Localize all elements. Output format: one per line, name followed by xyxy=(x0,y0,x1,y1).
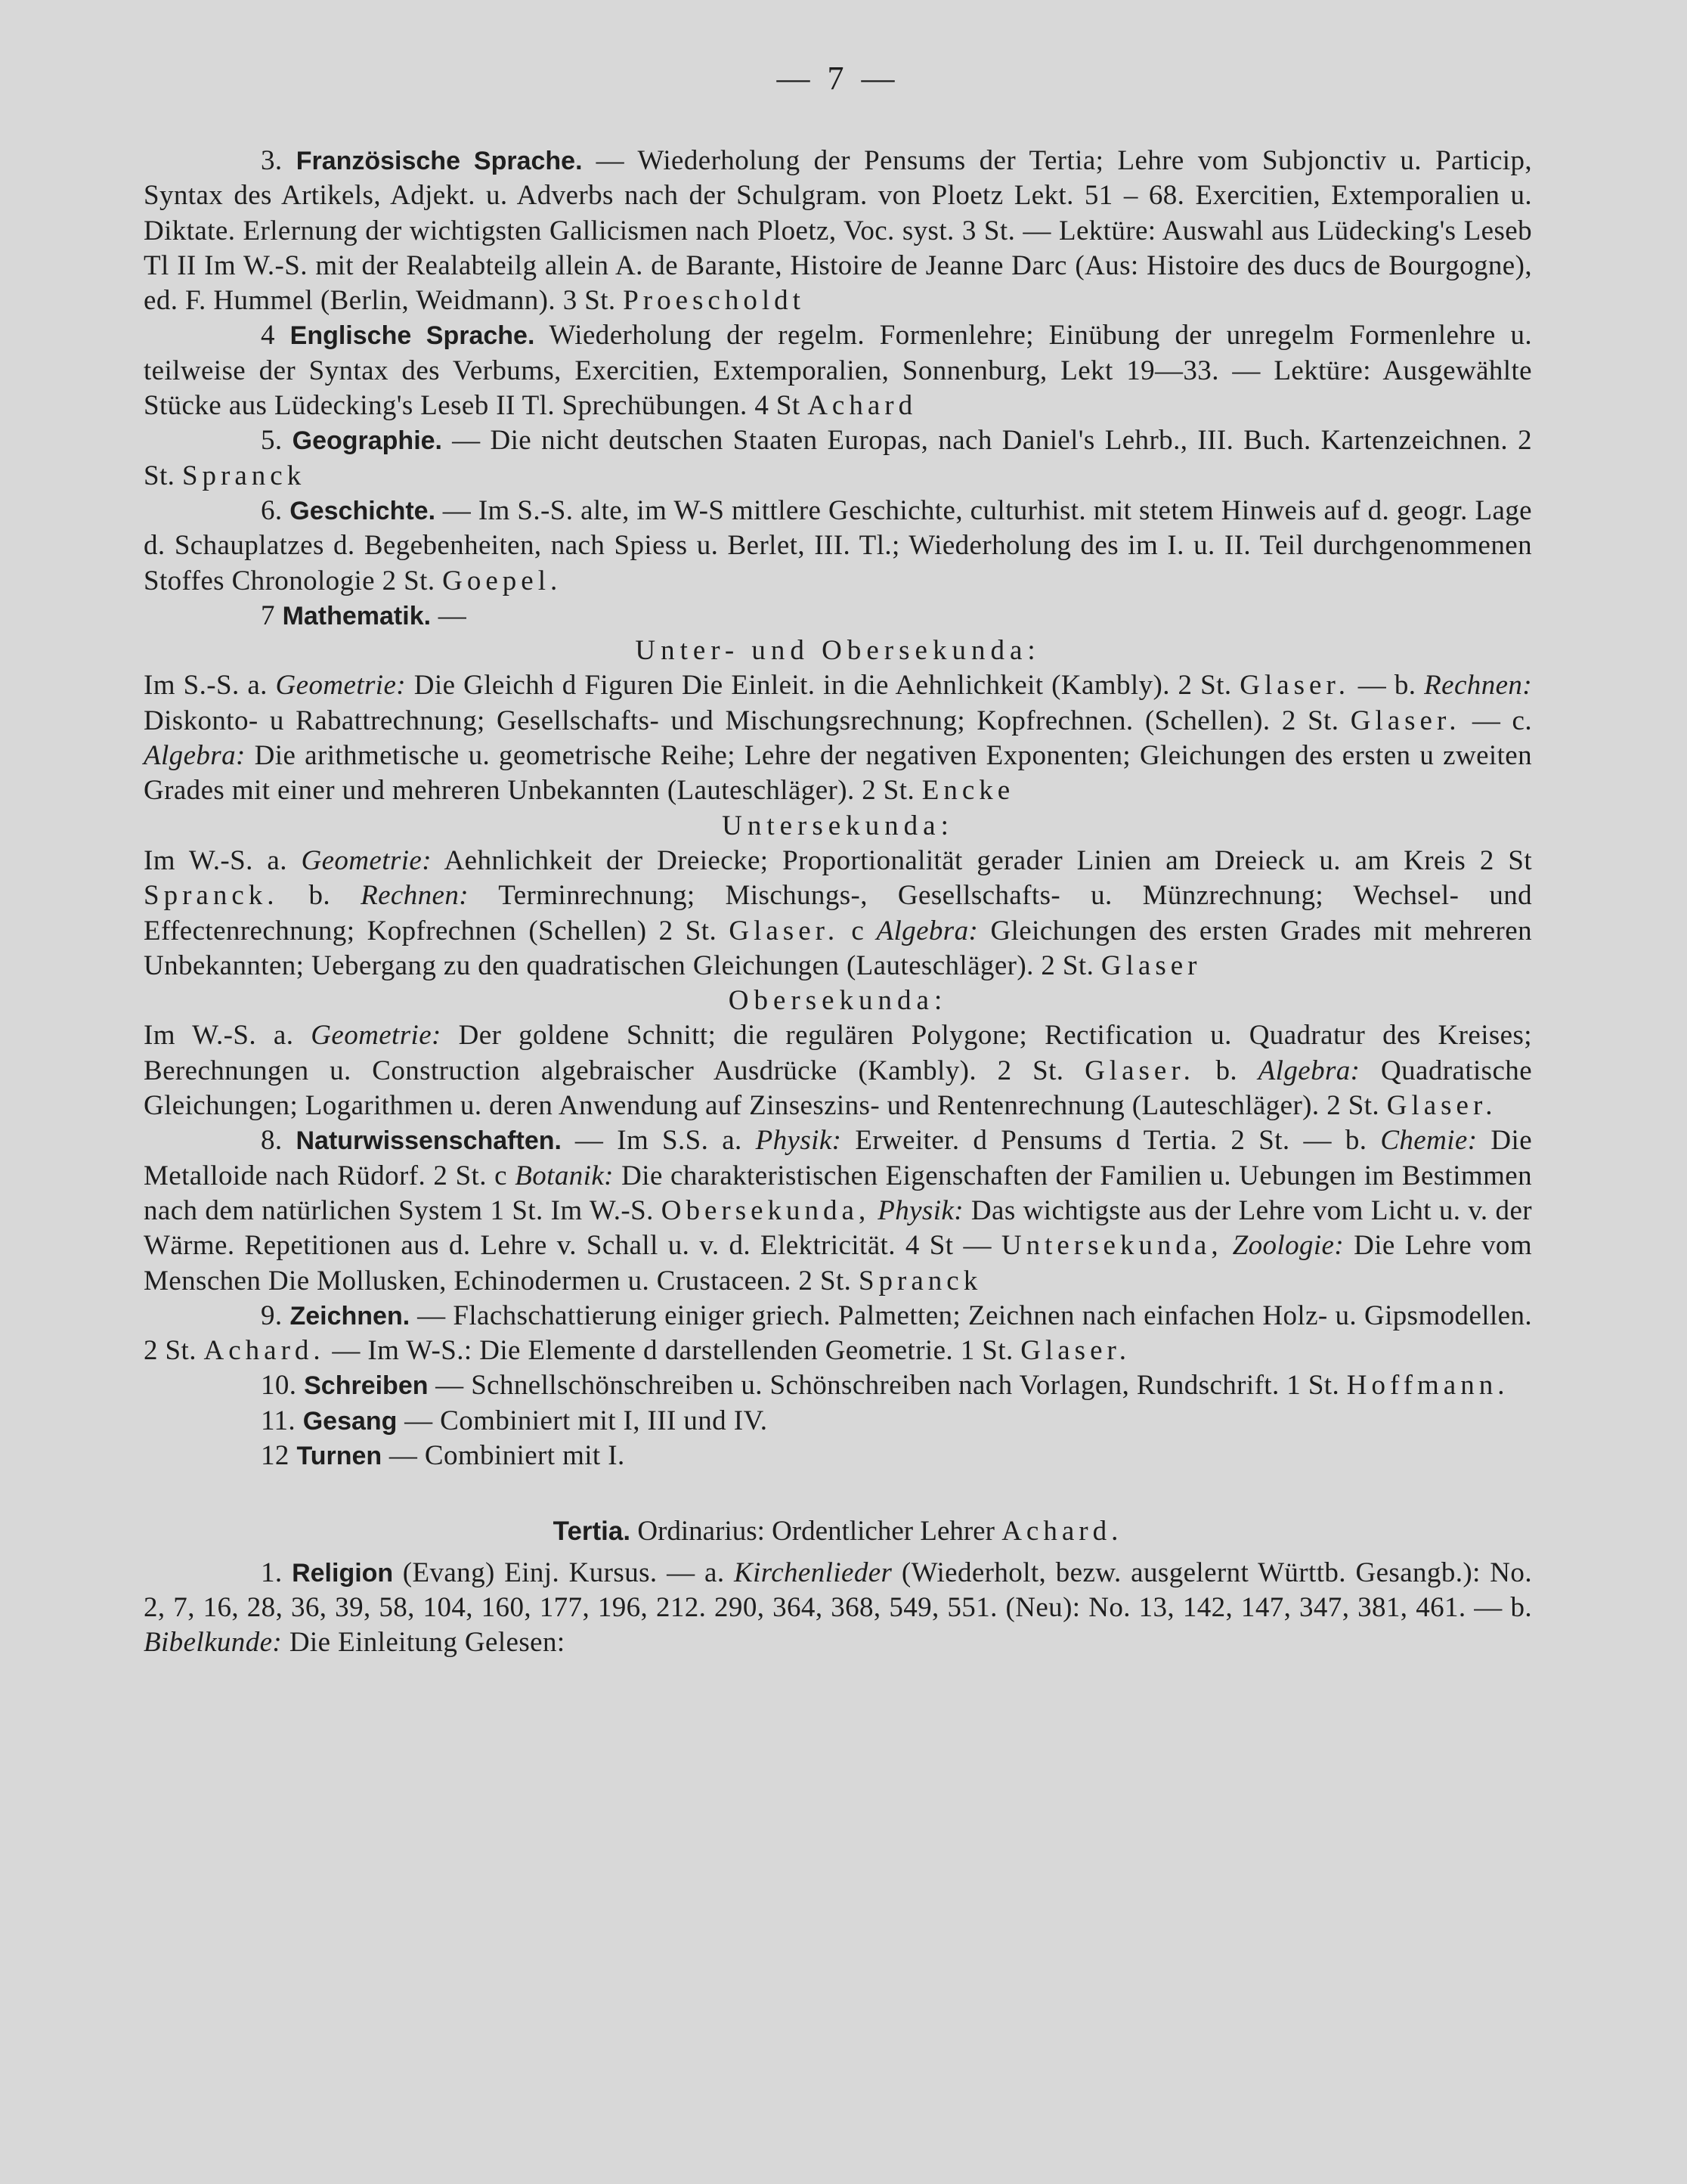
text-run: c xyxy=(851,915,865,946)
text-run: Diskonto- u Rabattrechnung; Gesellschafts- und Mischungsrechnung; Kopfrechnen. (Schellen). 2 St. xyxy=(144,705,1339,736)
class-name: Obersekunda, xyxy=(661,1194,871,1226)
topic-label: Geometrie: xyxy=(301,844,432,876)
section-title: Geschichte. xyxy=(289,496,436,525)
section-number: 4 xyxy=(261,320,275,352)
section-title: Mathematik. xyxy=(282,601,432,630)
text-run: Im S.-S. a. xyxy=(144,670,268,702)
section-text: — Combiniert mit I, III und IV. xyxy=(404,1405,768,1436)
teacher-name: Goepel. xyxy=(442,565,562,596)
topic-label: Algebra: xyxy=(876,915,979,946)
subheading-untersekunda: Untersekunda: xyxy=(722,810,954,841)
section-number: 8. xyxy=(261,1125,283,1157)
section-number: 3. xyxy=(261,145,283,176)
subheading-unter-obersekunda: Unter- und Obersekunda: xyxy=(635,635,1041,667)
section-naturwissenschaften xyxy=(144,1123,1532,1298)
subheading-obersekunda: Obersekunda: xyxy=(728,985,948,1017)
text-run: (Evang) Einj. Kursus. — a. xyxy=(402,1557,725,1588)
teacher-name: Glaser xyxy=(1100,949,1202,981)
section-franzoesisch xyxy=(144,144,1532,318)
class-heading-tertia xyxy=(144,1514,1532,1549)
section-turnen xyxy=(144,1439,1532,1473)
text-run: — Im S.S. a. xyxy=(574,1125,742,1157)
text-run: Terminrechnung; Mischungs-, Gesellschafts- u. Münzrechnung; Wechsel- und Effectenrechnung; Kopfrechnen (Schellen) 2 St. xyxy=(144,880,1533,946)
section-geschichte xyxy=(144,494,1532,599)
teacher-name: Achard xyxy=(807,390,918,422)
text-run: (Wiederholt, bezw. ausgelernt Württb. Gesangb.): No. 2, 7, 16, 28, 36, 39, 58, 104, 160, 177, 196, 212. 290, 364, 368, 549, 551. (Neu): No. 13, 142, 147, 347, 381, 461. — b. xyxy=(144,1557,1532,1623)
section-mathematik-heading xyxy=(144,599,1532,634)
class-name: Untersekunda, xyxy=(1001,1230,1223,1262)
section-text: Wiederholung der regelm. Formenlehre; Einübung der unregelm Formenlehre u. teilweise der Syntax des Verbums, Exercitien, Extemporalien, Sonnenburg, Lekt 19—33. — Lektüre: Ausgewählte Stücke aus Lüdecking's Leseb II Tl. Sprechübungen. 4 St xyxy=(144,320,1533,422)
topic-label: Algebra: xyxy=(144,740,246,772)
section-title: Religion xyxy=(292,1558,394,1588)
section-title: Zeichnen. xyxy=(289,1301,410,1331)
topic-label: Physik: xyxy=(878,1194,964,1226)
text-run: b. xyxy=(1215,1055,1238,1086)
section-schreiben xyxy=(144,1368,1532,1403)
text-run: — b. xyxy=(1357,670,1416,702)
text-run: Gleichungen des ersten Grades mit mehreren Unbekannten; Uebergang zu den quadratischen Gleichungen (Lauteschläger). 2 St. xyxy=(144,915,1533,981)
text-run: Im W.-S. a. xyxy=(144,844,287,876)
text-run: Die arithmetische u. geometrische Reihe; Lehre der negativen Exponenten; Gleichungen des ersten u zweiten Grades mit einer und mehreren Unbekannten (Lauteschläger). 2 St. xyxy=(144,740,1532,807)
section-title: Englische Sprache. xyxy=(289,321,535,351)
section-title: Geographie. xyxy=(292,426,442,456)
section-title: Naturwissenschaften. xyxy=(296,1126,562,1156)
teacher-name: Glaser. xyxy=(1350,705,1461,736)
text-run: Die Lehre vom Menschen Die Mollusken, Echinodermen u. Crustaceen. 2 St. xyxy=(144,1230,1533,1296)
teacher-name: Glaser. xyxy=(1386,1090,1497,1122)
text-run: Der goldene Schnitt; die regulären Polygone; Rectification u. Quadratur des Kreises; Berechnungen u. Construction algebraischer Ausdrücke (Kambly). 2 St. xyxy=(144,1020,1532,1086)
teacher-name: Spranck xyxy=(858,1265,983,1296)
section-number: 12 xyxy=(261,1439,289,1471)
text-run: Die Metalloide nach Rüdorf. 2 St. c xyxy=(144,1125,1533,1191)
section-text: — Im S.-S. alte, im W-S mittlere Geschichte, culturhist. mit stetem Hinweis auf d. geogr. Lage d. Schauplatzes d. Begebenheiten, nach Spiess u. Berlet, III. Tl.; Wiederholung des im I. u. II. Teil durchgenommenen Stoffes Chronologie 2 St. xyxy=(144,494,1532,596)
tertia-block xyxy=(144,1514,1532,1660)
section-text: — Wiederholung der Pensums der Tertia; Lehre vom Subjonctiv u. Particip, Syntax des Artikels, Adjekt. u. Adverbs nach der Schulgram. von Ploetz Lekt. 51 – 68. Exercitien, Extemporalien u. Diktate. Erlernung der wichtigsten Gallicismen nach Ploetz, Voc. syst. 3 St. — Lektüre: Auswahl aus Lüdecking's Leseb Tl II Im W.-S. mit der Realabteilg allein A. de Barante, Histoire de Jeanne Darc (Aus: Histoire des ducs de Bourgogne), ed. F. Hummel (Berlin, Weidmann). 3 St. xyxy=(144,145,1533,317)
section-number: 1. xyxy=(261,1557,283,1588)
text-run: — Im W-S.: Die Elemente d darstellenden Geometrie. 1 St. xyxy=(332,1335,1014,1367)
section-zeichnen xyxy=(144,1299,1532,1369)
topic-label: Rechnen: xyxy=(361,880,469,912)
teacher-name: Encke xyxy=(921,775,1015,807)
text-run: b. xyxy=(308,880,331,912)
section-number: 11. xyxy=(261,1405,296,1436)
topic-label: Botanik: xyxy=(515,1160,614,1191)
section-dash: — xyxy=(438,599,467,631)
section-number: 5. xyxy=(261,425,283,457)
section-gesang xyxy=(144,1404,1532,1439)
text-run: Die Gleichh d Figuren Die Einleit. in die Aehnlichkeit (Kambly). 2 St. xyxy=(413,670,1232,702)
text-run: Die charakteristischen Eigenschaften der Familien u. Uebungen im Bestimmen nach dem natürlichen System 1 St. Im W.-S. xyxy=(144,1160,1533,1226)
teacher-name: Hoffmann. xyxy=(1346,1370,1509,1402)
section-number: 10. xyxy=(261,1370,297,1402)
section-title: Gesang xyxy=(302,1406,398,1436)
topic-label: Physik: xyxy=(755,1125,842,1157)
text-run: — Flachschattierung einiger griech. Palmetten; Zeichnen nach einfachen Holz- u. Gipsmodellen. 2 St. xyxy=(144,1300,1533,1367)
text-run: Erweiter. d Pensums d Tertia. 2 St. — b. xyxy=(855,1125,1367,1157)
section-title: Turnen xyxy=(296,1441,382,1470)
topic-label: Geometrie: xyxy=(275,670,407,702)
topic-label: Algebra: xyxy=(1258,1055,1360,1086)
teacher-name: Spranck. xyxy=(144,880,279,912)
teacher-name: Achard. xyxy=(203,1335,325,1367)
math-paragraph-untersekunda xyxy=(144,844,1532,984)
text-run: Die Einleitung Gelesen: xyxy=(289,1627,565,1659)
teacher-name: Glaser. xyxy=(729,915,840,946)
section-text: — Schnellschönschreiben u. Schönschreiben nach Vorlagen, Rundschrift. 1 St. xyxy=(435,1370,1340,1402)
topic-label: Zoologie: xyxy=(1232,1230,1345,1262)
teacher-name: Glaser. xyxy=(1240,670,1351,702)
section-number: 9. xyxy=(261,1300,283,1331)
topic-label: Kirchenlieder xyxy=(734,1557,893,1588)
topic-label: Chemie: xyxy=(1380,1125,1478,1157)
text-run: Quadratische Gleichungen; Logarithmen u. deren Anwendung auf Zinseszins- und Rentenrechnung (Lauteschläger). 2 St. xyxy=(144,1055,1533,1122)
teacher-name: Spranck xyxy=(181,460,306,491)
section-text: — Combiniert mit I. xyxy=(388,1439,625,1471)
section-religion xyxy=(144,1556,1532,1661)
ordinarius-text: Ordinarius: Ordentlicher Lehrer xyxy=(637,1516,995,1547)
teacher-name: Glaser. xyxy=(1085,1055,1195,1086)
section-englisch xyxy=(144,318,1532,423)
topic-label: Bibelkunde: xyxy=(144,1627,283,1659)
section-number: 6. xyxy=(261,494,283,526)
text-run: Das wichtigste aus der Lehre vom Licht u. v. der Wärme. Repetitionen aus d. Lehre v. Schall u. v. d. Elektricität. 4 St — xyxy=(144,1194,1532,1262)
page-number: — 7 — xyxy=(776,60,899,97)
section-number: 7 xyxy=(261,599,275,631)
text-run: Im W.-S. a. xyxy=(144,1020,294,1052)
teacher-name: Achard. xyxy=(1001,1516,1123,1547)
section-text: — Die nicht deutschen Staaten Europas, nach Daniel's Lehrb., III. Buch. Kartenzeichnen. 2 St. xyxy=(144,425,1533,491)
topic-label: Rechnen: xyxy=(1424,670,1533,702)
math-paragraph-unter-obersekunda xyxy=(144,668,1532,808)
section-title: Französische Sprache. xyxy=(296,147,583,175)
section-title: Schreiben xyxy=(304,1371,429,1401)
math-paragraph-obersekunda xyxy=(144,1018,1532,1123)
topic-label: Geometrie: xyxy=(311,1020,441,1052)
teacher-name: Proescholdt xyxy=(623,285,805,317)
text-run: Aehnlichkeit der Dreiecke; Proportionalität gerader Linien am Dreieck u. am Kreis 2 St xyxy=(444,844,1532,876)
class-title: Tertia. xyxy=(553,1516,631,1547)
section-geographie xyxy=(144,423,1532,494)
text-run: — c. xyxy=(1472,705,1532,736)
teacher-name: Glaser. xyxy=(1020,1335,1131,1367)
